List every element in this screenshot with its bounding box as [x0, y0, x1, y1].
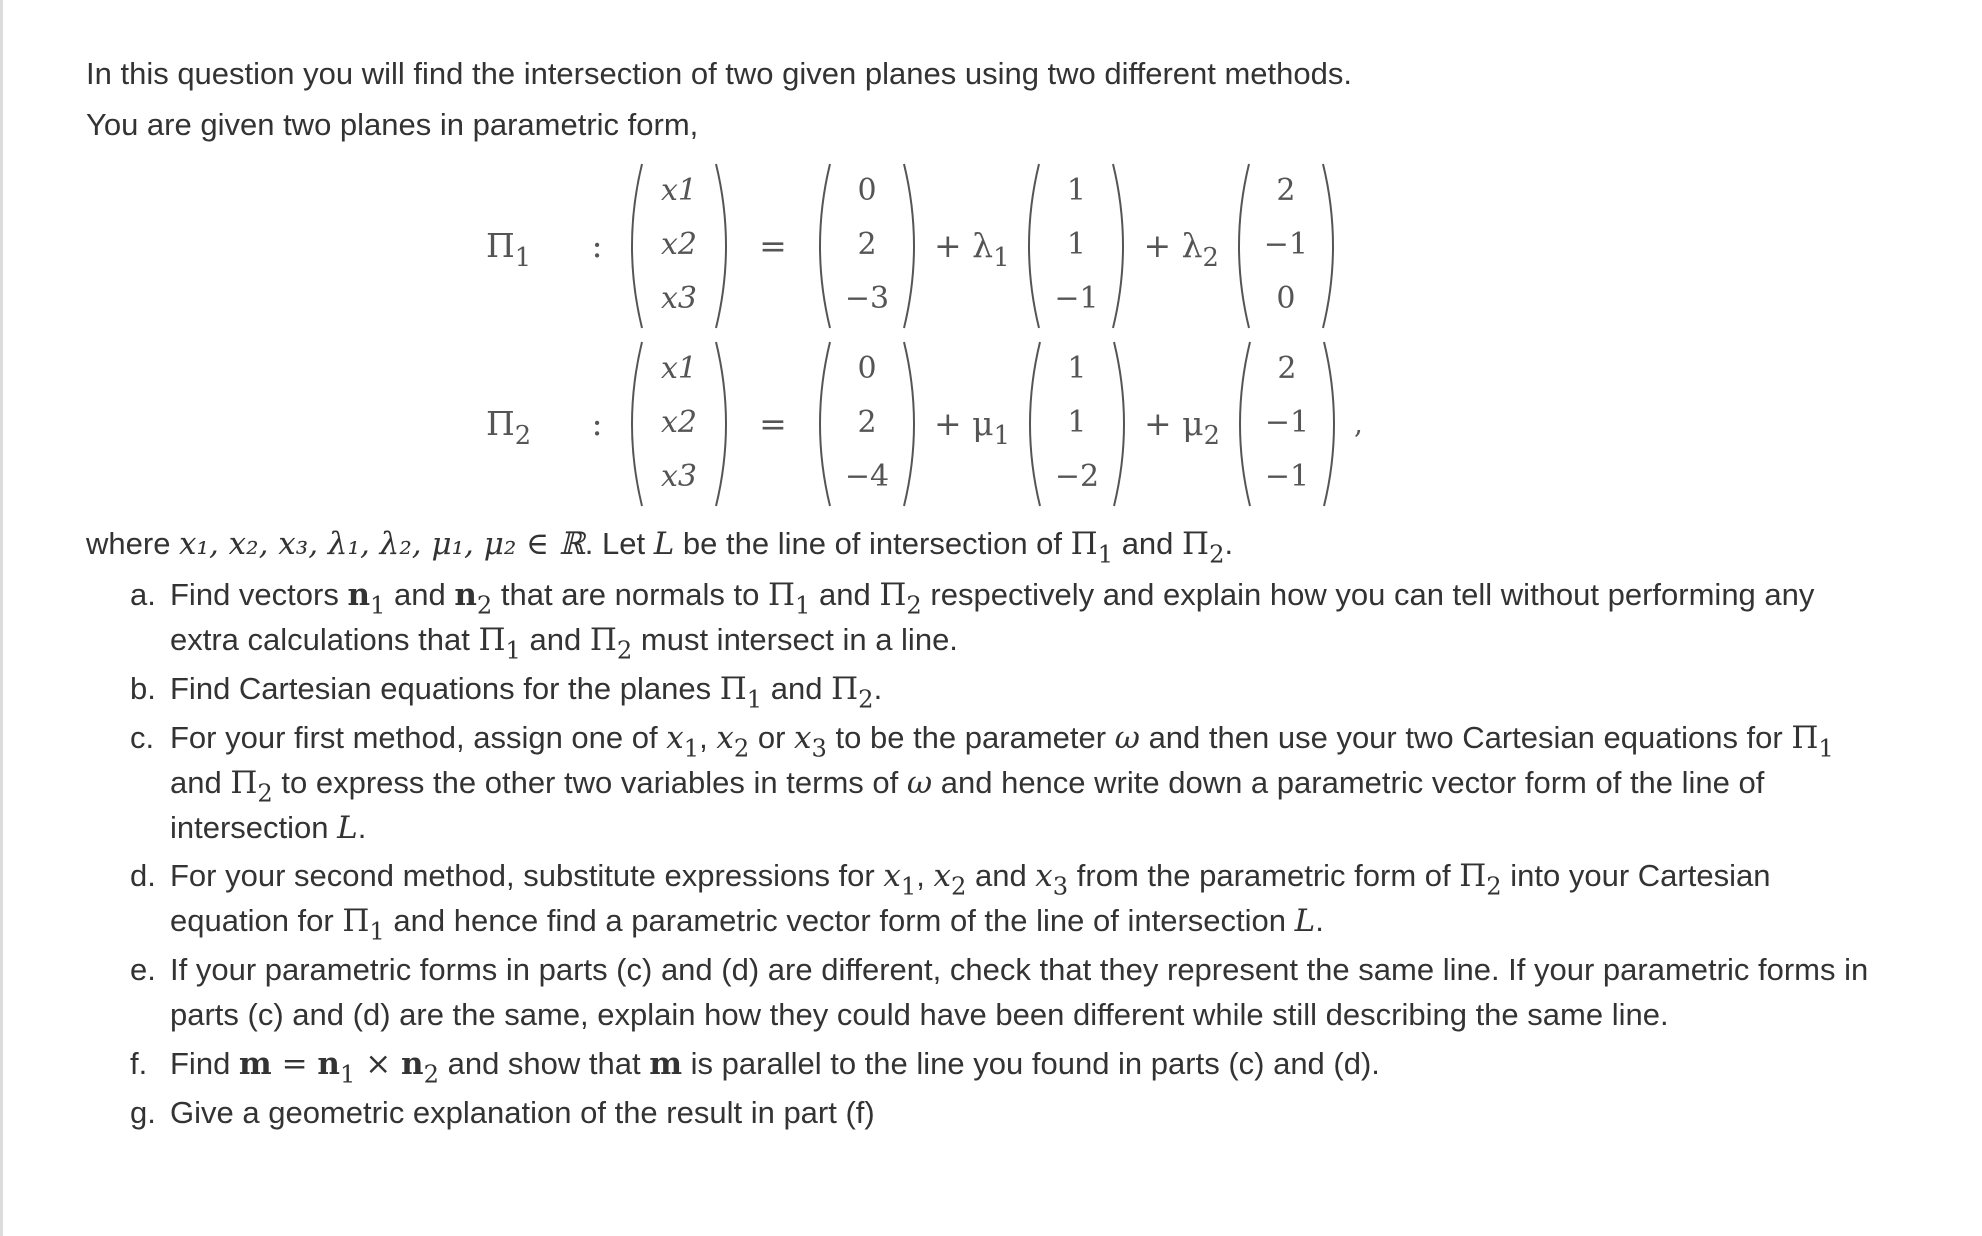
plane-1-lhs-vector: [620, 160, 738, 332]
vector-entry: 1: [1067, 404, 1087, 440]
lambda-1-term: + $\lambda_1$: [934, 225, 1010, 273]
part-g: g. Give a geometric explanation of the result in part (f): [130, 1095, 875, 1131]
vector-entry: 1: [1067, 350, 1087, 386]
lambda-2-term: + $\lambda_2$: [1143, 225, 1219, 273]
mu-2-term: + $\mu_2$: [1143, 403, 1220, 451]
vector-entry: −3: [844, 280, 890, 316]
vector-entry: 0: [857, 172, 877, 208]
plane-1-equation: [486, 160, 1353, 332]
plane-2-label: $\Pi_2$: [486, 403, 532, 451]
vector-entry: −1: [1264, 458, 1310, 494]
plane-1-point-vector: [808, 160, 926, 332]
plane-equations: [86, 154, 1936, 522]
plane-2-point-vector: [808, 338, 926, 510]
intro-line-1: In this question you will find the intersection of two given planes using two different methods.: [86, 56, 1352, 91]
left-border: [0, 0, 3, 1236]
vector-entry: 2: [1277, 350, 1297, 386]
vector-entry: 2: [857, 226, 877, 262]
plane-2-equation: [486, 338, 1363, 510]
vector-entry: 1: [1066, 226, 1086, 262]
where-line: where x₁, x₂, x₃, λ₁, λ₂, μ₁, μ₂ ∈ ℝ. Let L be the line of intersection of $\Pi_1$ and $\Pi_2$.: [86, 525, 1234, 569]
plane-1-direction-2: [1227, 160, 1345, 332]
vector-entry: x3: [660, 458, 697, 494]
question-content: [86, 52, 1936, 1140]
mu-1-term: + $\mu_1$: [934, 403, 1010, 451]
question-parts: [86, 573, 1936, 1136]
plane-2-lhs-vector: [620, 338, 738, 510]
plane-1-colon: :: [591, 225, 603, 265]
plane-2-direction-2: [1228, 338, 1346, 510]
part-b: b. Find Cartesian equations for the planes $\Pi_1$ and $\Pi_2$.: [130, 670, 883, 714]
vector-entry: 2: [857, 404, 877, 440]
equation-trailing-punct: ,: [1353, 406, 1363, 440]
vector-entry: x2: [660, 226, 697, 262]
part-d: d. For your second method, substitute expressions for $x_1$, $x_2$ and $x_3$ from the parametric form of $\Pi_2$ into your Cartesian equation for $\Pi_1$ and hence find a parametric vector form of the line of intersection L.: [130, 858, 1771, 946]
vector-entry: x1: [660, 172, 697, 208]
vector-entry: 0: [857, 350, 877, 386]
vector-entry: x3: [660, 280, 697, 316]
vector-entry: −1: [1263, 226, 1308, 262]
vector-entry: −2: [1054, 458, 1100, 494]
vector-entry: −1: [1264, 404, 1310, 440]
vector-entry: x1: [660, 350, 697, 386]
plane-2-colon: :: [591, 403, 603, 443]
part-f: f. Find $m = n_1 \times n_2$ and show that m is parallel to the line you found in parts (c) and (d).: [130, 1046, 1380, 1089]
equals-sign: =: [759, 403, 787, 443]
vector-entry: x2: [660, 404, 697, 440]
vector-entry: 1: [1066, 172, 1086, 208]
plane-1-label: $\Pi_1$: [486, 225, 532, 273]
vector-entry: 0: [1276, 280, 1296, 316]
part-c: c. For your first method, assign one of $x_1$, $x_2$ or $x_3$ to be the parameter ω and then use your two Cartesian equations for $\Pi_1$ and $\Pi_2$ to express the other two variables in terms of ω and hence write down a parametric vector form of the line of intersection L.: [130, 719, 1834, 846]
vector-entry: 2: [1276, 172, 1296, 208]
vector-entry: −1: [1054, 280, 1099, 316]
part-e: e. If your parametric forms in parts (c) and (d) are different, check that they represent the same line. If your parametric forms in parts (c) and (d) are the same, explain how they could have been different while still describing the same line.: [130, 952, 1869, 1033]
plane-2-direction-1: [1018, 338, 1136, 510]
part-a: a. Find vectors $n_1$ and $n_2$ that are normals to $\Pi_1$ and $\Pi_2$ respectively and explain how you can tell without performing any extra calculations that $\Pi_1$ and $\Pi_2$ must intersect in a line.: [130, 576, 1815, 665]
plane-1-direction-1: [1017, 160, 1135, 332]
equals-sign: =: [759, 225, 787, 265]
vector-entry: −4: [844, 458, 890, 494]
intro-line-2: You are given two planes in parametric form,: [86, 106, 699, 142]
